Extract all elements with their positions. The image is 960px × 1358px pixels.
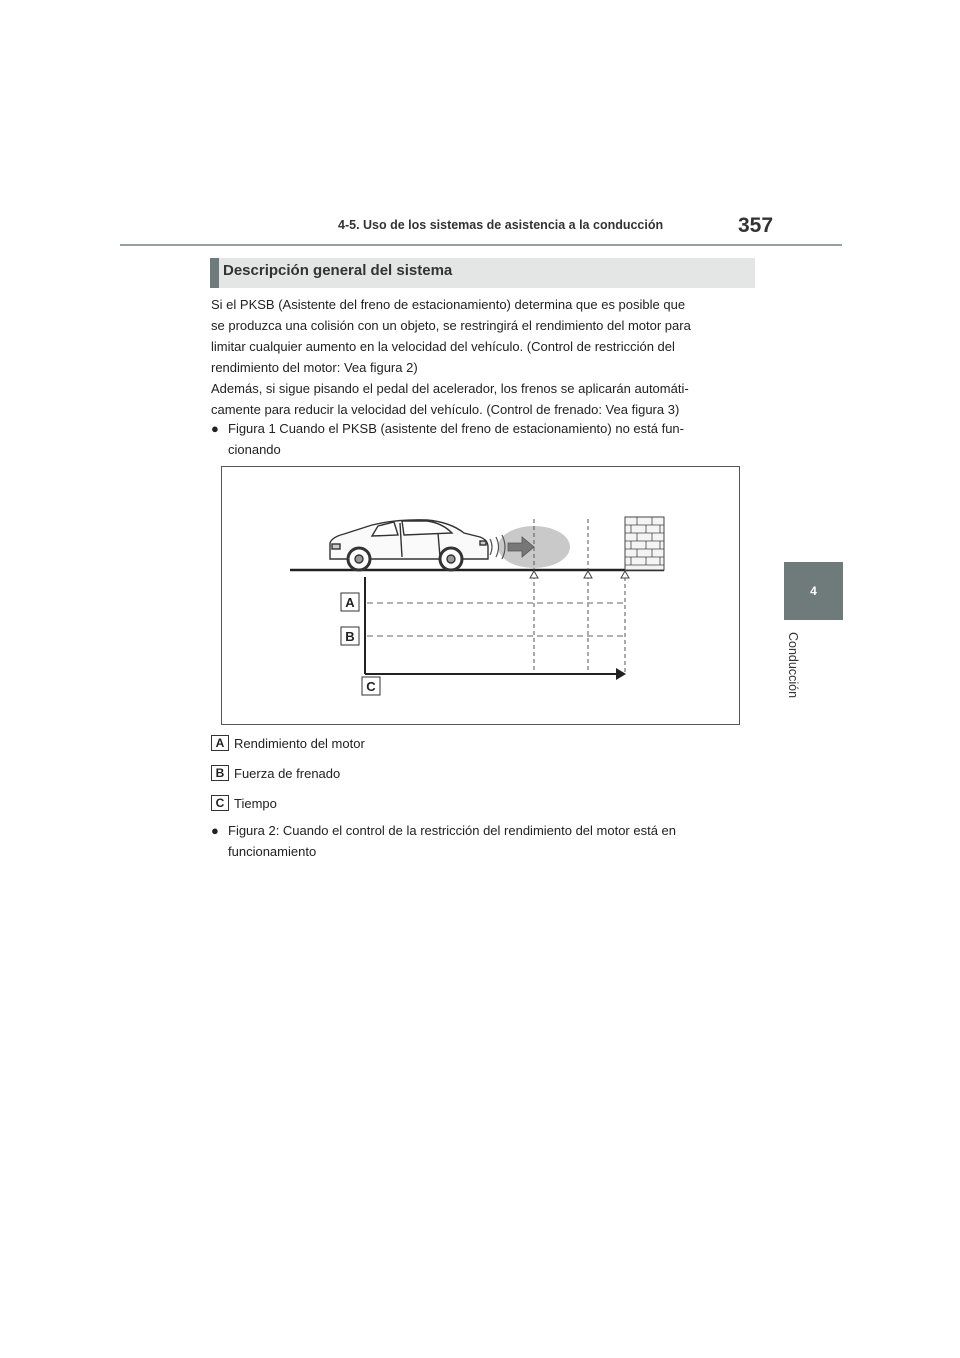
figure-1-illustration	[221, 466, 740, 725]
section-heading: Descripción general del sistema	[223, 262, 453, 279]
legend-text: Tiempo	[234, 795, 277, 811]
chapter-tab	[784, 562, 843, 620]
paragraph-line: Si el PKSB (Asistente del freno de estacionamiento) determina que es posible que	[211, 297, 686, 312]
legend-item	[211, 735, 365, 751]
bullet-dot: ●	[211, 421, 219, 436]
intro-paragraph	[211, 294, 751, 420]
paragraph-line: se produzca una colisión con un objeto, se restringirá el rendimiento del motor para	[211, 318, 691, 333]
chapter-label: Conducción	[786, 632, 800, 699]
label-c-text: C	[366, 679, 376, 694]
legend-key: B	[211, 765, 229, 781]
label-a-text: A	[345, 595, 355, 610]
bullet-line: Figura 1 Cuando el PKSB (asistente del freno de estacionamiento) no está fun-	[228, 421, 684, 436]
legend-key: A	[211, 735, 229, 751]
bullet-figure-2	[211, 820, 748, 862]
bullet-dot: ●	[211, 823, 219, 838]
brick-wall	[625, 517, 664, 570]
figure-1-drawing	[222, 467, 739, 724]
label-b-text: B	[345, 629, 355, 644]
label-c	[362, 677, 380, 695]
bullet-figure-1	[211, 418, 748, 460]
label-b	[341, 627, 359, 645]
bullet-line: funcionamiento	[228, 844, 317, 859]
car-icon	[330, 520, 488, 570]
page-number: 357	[738, 214, 774, 237]
chapter-number: 4	[810, 584, 817, 598]
bullet-line: Figura 2: Cuando el control de la restricción del rendimiento del motor está en	[228, 823, 677, 838]
label-a	[341, 593, 359, 611]
legend-text: Fuerza de frenado	[234, 765, 341, 781]
header-rule	[120, 244, 842, 246]
bullet-line: cionando	[228, 442, 281, 457]
legend-key: C	[211, 795, 229, 811]
legend-text: Rendimiento del motor	[234, 735, 365, 751]
running-header: 4-5. Uso de los sistemas de asistencia a la conducción	[338, 218, 664, 232]
position-triangles	[530, 571, 629, 578]
paragraph-line: Además, si sigue pisando el pedal del acelerador, los frenos se aplicarán automáti-	[211, 381, 689, 396]
paragraph-line: rendimiento del motor: Vea figura 2)	[211, 360, 418, 375]
legend-item	[211, 765, 340, 781]
paragraph-line: limitar cualquier aumento en la velocidad del vehículo. (Control de restricción del	[211, 339, 675, 354]
paragraph-line: camente para reducir la velocidad del vehículo. (Control de frenado: Vea figura 3)	[211, 402, 680, 417]
legend-item	[211, 795, 277, 811]
